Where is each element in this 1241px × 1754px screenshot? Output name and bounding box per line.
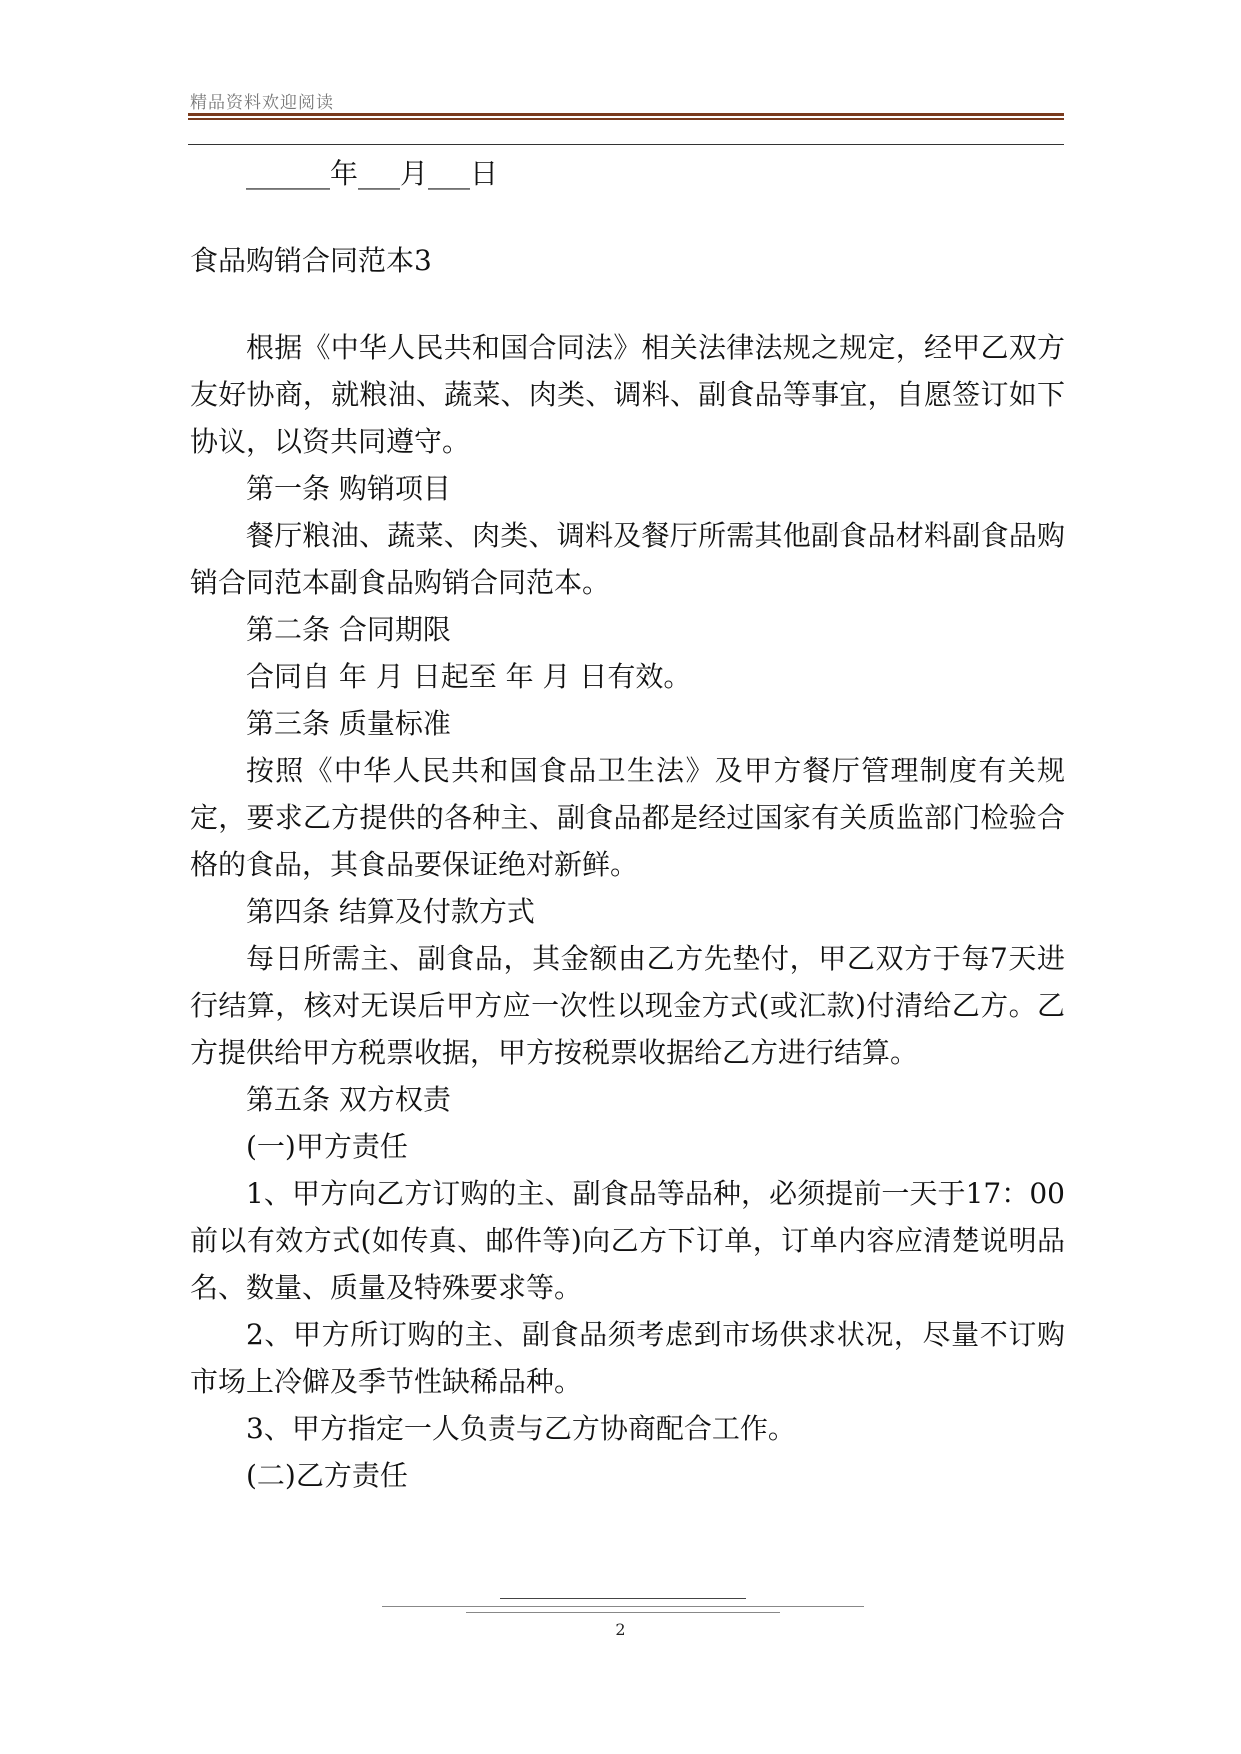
party-a-item-1: 1、甲方向乙方订购的主、副食品等品种，必须提前一天于17：00前以有效方式(如传真、邮件等)向乙方下订单，订单内容应清楚说明品名、数量、质量及特殊要求等。 <box>190 1177 1065 1304</box>
article-2-heading: 第二条 合同期限 <box>246 613 451 646</box>
date-line: ______年___月___日 <box>246 157 499 190</box>
contract-title: 食品购销合同范本3 <box>190 244 432 277</box>
header-rule-thick <box>188 113 1064 116</box>
party-a-item-2: 2、甲方所订购的主、副食品须考虑到市场供求状况，尽量不订购市场上冷僻及季节性缺稀品种。 <box>190 1318 1065 1398</box>
party-a-heading: (一)甲方责任 <box>246 1130 408 1163</box>
party-b-heading: (二)乙方责任 <box>246 1459 408 1492</box>
footer-line-outer <box>382 1606 864 1607</box>
article-1-heading: 第一条 购销项目 <box>246 472 451 505</box>
article-5-heading: 第五条 双方权责 <box>246 1083 451 1116</box>
header-rule-bottom <box>188 144 1064 145</box>
article-2-text: 合同自 年 月 日起至 年 月 日有效。 <box>246 660 692 693</box>
party-a-item-3: 3、甲方指定一人负责与乙方协商配合工作。 <box>246 1412 796 1445</box>
footer-line-inner-bottom <box>466 1612 780 1613</box>
header-text: 精品资料欢迎阅读 <box>190 93 334 113</box>
article-4-heading: 第四条 结算及付款方式 <box>246 895 535 928</box>
article-4-text: 每日所需主、副食品，其金额由乙方先垫付，甲乙双方于每7天进行结算，核对无误后甲方应一次性以现金方式(或汇款)付清给乙方。乙方提供给甲方税票收据，甲方按税票收据给乙方进行结算。 <box>190 942 1065 1069</box>
article-1-text: 餐厅粮油、蔬菜、肉类、调料及餐厅所需其他副食品材料副食品购销合同范本副食品购销合同范本。 <box>190 519 1065 599</box>
article-3-heading: 第三条 质量标准 <box>246 707 451 740</box>
page-number: 2 <box>615 1620 626 1639</box>
footer-line-inner-top <box>500 1598 746 1599</box>
preamble-paragraph: 根据《中华人民共和国合同法》相关法律法规之规定，经甲乙双方友好协商，就粮油、蔬菜、肉类、调料、副食品等事宜，自愿签订如下协议，以资共同遵守。 <box>190 331 1065 458</box>
document-body <box>190 150 1065 1499</box>
header-rule-thin <box>188 118 1064 120</box>
article-3-text: 按照《中华人民共和国食品卫生法》及甲方餐厅管理制度有关规定，要求乙方提供的各种主、副食品都是经过国家有关质监部门检验合格的食品，其食品要保证绝对新鲜。 <box>190 754 1065 881</box>
